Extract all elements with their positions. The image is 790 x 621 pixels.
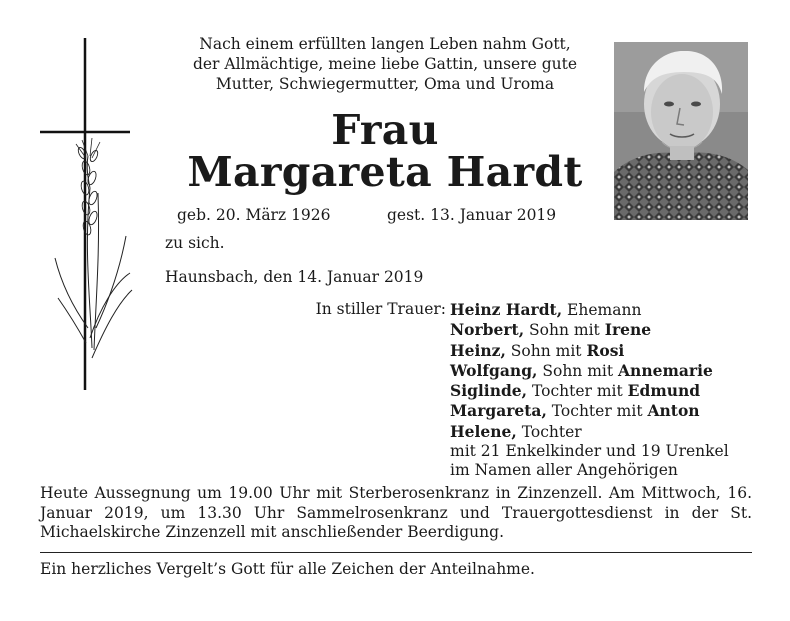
mourner-relation: Sohn mit (524, 321, 605, 340)
mourner-row (450, 381, 729, 401)
on-behalf-line: im Namen aller Angehörigen (450, 461, 678, 480)
mourner-row (450, 422, 729, 442)
mourner-relation: Tochter mit (527, 382, 628, 401)
mourner-name: Helene, (450, 421, 517, 441)
closing-phrase: zu sich. (165, 234, 225, 252)
mourners-label: In stiller Trauer: (315, 300, 446, 318)
intro-line: der Allmächtige, meine liebe Gattin, unsere gute (192, 55, 578, 73)
portrait-photo (614, 42, 748, 220)
mourner-name: Heinz Hardt, (450, 300, 563, 319)
mourner-partner: Annemarie (618, 360, 713, 380)
place-date: Haunsbach, den 14. Januar 2019 (165, 268, 424, 286)
mourner-partner: Rosi (586, 340, 625, 360)
death-date: gest. 13. Januar 2019 (387, 206, 557, 224)
grandchildren-line: mit 21 Enkelkinder und 19 Urenkel (450, 442, 729, 461)
mourner-relation: Tochter mit (546, 402, 648, 421)
thanks-text: Ein herzliches Vergelt’s Gott für alle Zeichen der Anteilnahme. (40, 560, 535, 578)
mourner-row (450, 401, 729, 421)
mourner-row (450, 361, 729, 381)
mourner-relation: Ehemann (562, 301, 642, 319)
mourner-partner: Anton (647, 401, 700, 421)
salutation: Frau (331, 106, 439, 154)
divider (40, 552, 752, 553)
mourner-name: Siglinde, (450, 381, 528, 401)
mourner-row (450, 341, 729, 361)
intro-line: Nach einem erfüllten langen Leben nahm Gott, (199, 35, 571, 53)
mourner-partner: Irene (604, 320, 652, 340)
intro-text (165, 34, 605, 94)
deceased-name: Margareta Hardt (187, 148, 583, 196)
cross-with-wheat-icon (30, 28, 160, 398)
mourner-name: Norbert, (450, 320, 525, 340)
mourners-list (450, 300, 729, 481)
mourner-name: Margareta, (450, 401, 547, 421)
birth-date: geb. 20. März 1926 (177, 206, 331, 224)
funeral-details: Heute Aussegnung um 19.00 Uhr mit Sterberosenkranz in Zinzenzell. Am Mittwoch, 16. Januar 2019, um 13.30 Uhr Sammelrosenkranz und Trauergottesdienst in der St. Michaelskirche Zinzenzell mit anschließender Beerdigung. (40, 484, 752, 541)
mourner-relation: Tochter (516, 422, 582, 441)
mourner-relation: Sohn mit (537, 361, 619, 380)
mourner-name: Wolfgang, (450, 360, 538, 380)
obituary-notice (30, 28, 759, 607)
mourner-row (450, 320, 729, 340)
mourner-partner: Edmund (627, 381, 701, 401)
intro-line: Mutter, Schwiegermutter, Oma und Uroma (215, 75, 555, 93)
mourner-relation: Sohn mit (505, 341, 587, 360)
mourner-name: Heinz, (450, 340, 506, 360)
mourner-row (450, 300, 729, 320)
